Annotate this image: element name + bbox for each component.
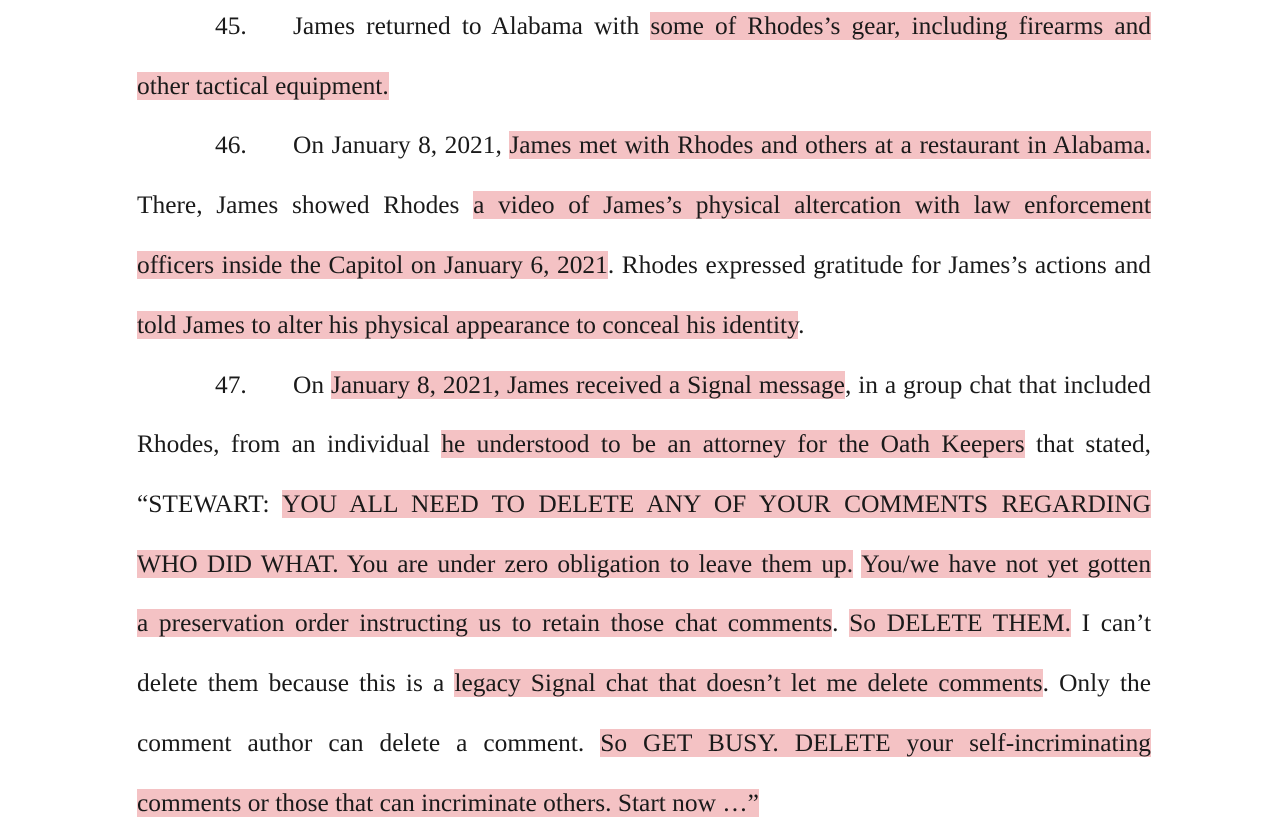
highlighted-text: a preservation order instructing us to retain those chat comments [137,609,833,637]
paragraph-47-line-5 [137,607,1151,639]
paragraph-47-line-4 [137,548,1151,580]
text-run: On January 8, 2021, [293,131,510,159]
highlighted-text: You/we have not yet gotten [861,550,1152,578]
highlighted-text: James met with Rhodes and others at a restaurant in Alabama. [509,131,1151,159]
paragraph-47-line-3 [137,488,1151,520]
paragraph-45-line-2 [137,70,1151,102]
paragraph-46-line-4 [137,309,1151,341]
text-run: delete them because this is a [137,669,455,697]
highlighted-text: legacy Signal chat that doesn’t let me delete comments [454,669,1043,697]
highlighted-text: January 8, 2021, James received a Signal message [330,371,845,399]
paragraph-number-45: 45. [215,12,247,40]
text-run: . Rhodes expressed gratitude for James’s actions and [607,251,1151,279]
highlighted-text: other tactical equipment. [137,72,389,100]
highlighted-text: officers inside the Capitol on January 6, 2021 [137,251,608,279]
text-run: I can’t [1070,609,1152,637]
text-run: that stated, [1024,430,1152,458]
highlighted-text: a video of James’s physical altercation with law enforcement [473,191,1151,219]
text-run: On [293,371,331,399]
paragraph-45-line-1 [137,10,1151,42]
text-run: James returned to Alabama with [293,12,651,40]
paragraph-47-line-7 [137,727,1151,759]
text-run: . [798,311,805,339]
highlighted-text: YOU ALL NEED TO DELETE ANY OF YOUR COMMENTS REGARDING [282,490,1151,518]
highlighted-text: So DELETE THEM. [849,609,1071,637]
highlighted-text: WHO DID WHAT. You are under zero obligation to leave them up. [137,550,854,578]
text-run: comment author can delete a comment. [137,729,601,757]
paragraph-46-line-1 [137,129,1151,161]
paragraph-47-line-1 [137,369,1151,401]
text-run: There, James showed Rhodes [137,191,474,219]
paragraph-46-line-3 [137,249,1151,281]
paragraph-number-47: 47. [215,371,247,399]
text-run: “STEWART: [137,490,283,518]
highlighted-text: So GET BUSY. DELETE your self-incriminating [600,729,1151,757]
paragraph-46-line-2 [137,189,1151,221]
text-run: , in a group chat that included [844,371,1151,399]
highlighted-text: he understood to be an attorney for the Oath Keepers [441,430,1025,458]
paragraph-47-line-2 [137,428,1151,460]
paragraph-47-line-6 [137,667,1151,699]
text-run: . [832,609,850,637]
text-run: . Only the [1042,669,1151,697]
highlighted-text: some of Rhodes’s gear, including firearms and [650,12,1151,40]
highlighted-text: told James to alter his physical appearance to conceal his identity [137,311,799,339]
paragraph-number-46: 46. [215,131,247,159]
highlighted-text: comments or those that can incriminate others. Start now …” [137,789,759,817]
text-run: Rhodes, from an individual [137,430,442,458]
paragraph-47-line-8 [137,787,1151,819]
